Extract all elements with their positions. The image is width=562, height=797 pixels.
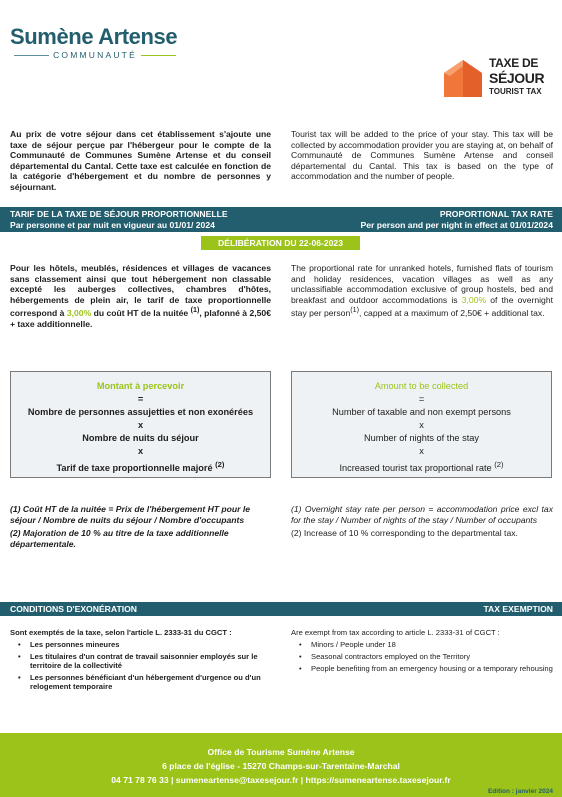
note-fr-2: (2) Majoration de 10 % au titre de la taxe additionnelle départementale. — [10, 528, 229, 549]
formula-en-sup: (2) — [494, 460, 504, 469]
tariff-fr-rate: 3,00% — [66, 308, 92, 319]
tariff-band — [0, 207, 562, 232]
formula-en-line1: Number of taxable and non exempt persons — [332, 407, 511, 417]
intro-fr: Au prix de votre séjour dans cet établissement s'ajoute une taxe de séjour perçue par l'hébergeur pour le compte de la Communauté de Communes Sumène Artense et du conseil départemental du Cantal. Cette taxe est calculée en fonction de la catégorie d'hébergement et du nombre de personnes y séjournant. — [10, 129, 271, 192]
list-item: • Les personnes mineures — [10, 640, 275, 649]
tariff-en-sup: (1) — [350, 306, 359, 315]
formula-box-en — [291, 371, 552, 478]
formula-en-line3: Increased tourist tax proportional rate — [339, 463, 492, 474]
tariff-fr-after: , plafonné à 2,50€ + taxe additionnelle. — [10, 308, 271, 329]
tariff-en-before: The proportional rate for unranked hotels, furnished flats of tourism and holiday residences, vacation villages as well as any unclassifiable accommodation exclusive of group hostels, bed and breakfast and outdoor accommodations is — [291, 263, 553, 305]
community-logo — [10, 26, 180, 60]
exemption-en — [291, 628, 553, 673]
note-fr-1: (1) Coût HT de la nuitée = Prix de l'hébergement HT pour le séjour / Nombre de nuits du séjour / Nombre d'occupants — [10, 504, 251, 525]
formula-en-x1: x — [419, 420, 424, 430]
tax-logo-line2: SÉJOUR — [489, 70, 545, 86]
tariff-subtitle-fr: Par personne et par nuit en vigueur au 01/01/ 2024 — [10, 220, 215, 230]
tariff-subtitle-en: Per person and per night in effect at 01/01/2024 — [360, 220, 553, 230]
tariff-fr-sup: (1) — [190, 306, 200, 315]
formula-en-x2: x — [419, 446, 424, 456]
formula-fr-line3: Tarif de taxe proportionnelle majoré — [56, 463, 213, 474]
exemption-intro-en: Are exempt from tax according to article L. 2333-31 of CGCT : — [291, 628, 500, 637]
note-en-1: (1) Overnight stay rate per person = accommodation price excl tax for the stay / Number of nights of the stay / Number of occupants — [291, 504, 553, 525]
formula-fr-heading: Montant à percevoir — [96, 381, 185, 391]
formula-en-line3-row — [292, 458, 551, 475]
logo-rule-right — [141, 55, 176, 56]
footer-contact: 04 71 78 76 33 | sumeneartense@taxesejour.fr | https://sumeneartense.taxesejour.fr — [111, 775, 451, 785]
tax-logo-line1: TAXE DE — [489, 56, 539, 70]
intro-en: Tourist tax will be added to the price of your stay. This tax will be collected by accommodation provider you are staying at, on behalf of Communauté de Communes Sumène Artense and conseil départemental du Cantal. This tax is based on the type of accommodation and the number of people. — [291, 129, 553, 182]
formula-fr-eq: = — [137, 394, 144, 404]
tariff-text-fr — [10, 263, 271, 329]
exemption-fr — [10, 628, 275, 691]
tariff-title-en: PROPORTIONAL TAX RATE — [439, 209, 553, 219]
formula-en-line2: Number of nights of the stay — [364, 433, 479, 443]
logo-rule-left — [14, 55, 49, 56]
tourist-tax-logo — [442, 54, 554, 100]
tariff-text-en — [291, 263, 553, 319]
house-icon — [442, 57, 484, 97]
footer-address: 6 place de l'église - 15270 Champs-sur-Tarentaine-Marchal — [162, 761, 400, 771]
formula-en-heading: Amount to be collected — [374, 381, 469, 391]
logo-subtitle-row — [10, 50, 180, 60]
formula-fr-line2: Nombre de nuits du séjour — [82, 433, 199, 443]
exemption-title-fr: CONDITIONS D'EXONÉRATION — [10, 604, 137, 614]
tariff-title-fr: TARIF DE LA TAXE DE SÉJOUR PROPORTIONNELLE — [10, 209, 228, 219]
tax-logo-line3: TOURIST TAX — [489, 87, 542, 96]
footer-edition: Edition : janvier 2024 — [487, 788, 553, 795]
list-item: • Les titulaires d'un contrat de travail saisonnier employés sur le territoire de la collectivité — [10, 652, 275, 670]
exemption-title-en: TAX EXEMPTION — [483, 604, 553, 614]
exemption-band — [0, 602, 562, 616]
notes-en — [291, 504, 553, 541]
list-item: • Minors / People under 18 — [291, 640, 553, 649]
formula-fr-sup: (2) — [215, 460, 225, 469]
list-item: • Seasonal contractors employed on the Territory — [291, 652, 553, 661]
formula-fr-line3-row — [11, 458, 270, 475]
notes-fr — [10, 504, 275, 552]
tariff-fr-before: Pour les hôtels, meublés, résidences et villages de vacances sans classement ainsi que tout hébergement non classable excepté les auberges collectives, chambres d'hôtes, hébergements de plein air, le tarif de taxe proportionnelle correspond à — [10, 263, 271, 319]
formula-fr-x1: x — [137, 420, 144, 430]
tariff-en-after: , capped at a maximum of 2,50€ + additional tax. — [358, 308, 545, 319]
note-en-2: (2) Increase of 10 % corresponding to the departmental tax. — [291, 528, 518, 538]
formula-fr-line1: Nombre de personnes assujetties et non exonérées — [27, 407, 254, 417]
exemption-list-en — [291, 640, 553, 673]
list-item: • People benefiting from an emergency housing or a temporary rehousing — [291, 664, 553, 673]
logo-name: Sumène Artense — [10, 24, 178, 49]
footer-office: Office de Tourisme Sumène Artense — [207, 747, 355, 757]
tariff-fr-middle: du coût HT de la nuitée — [91, 308, 191, 319]
logo-subtitle: COMMUNAUTÉ — [53, 50, 137, 60]
formula-fr-x2: x — [137, 446, 144, 456]
exemption-intro-fr: Sont exemptés de la taxe, selon l'article L. 2333-31 du CGCT : — [10, 628, 232, 637]
tariff-en-middle: of the overnight stay per person — [291, 294, 553, 319]
deliberation-badge: DÉLIBÉRATION DU 22-06-2023 — [201, 236, 360, 250]
tariff-en-rate: 3,00% — [461, 294, 487, 305]
formula-en-eq: = — [418, 394, 425, 404]
formula-box-fr — [10, 371, 271, 478]
exemption-list-fr — [10, 640, 275, 691]
footer — [0, 733, 562, 797]
list-item: • Les personnes bénéficiant d'un hébergement d'urgence ou d'un relogement temporaire — [10, 673, 275, 691]
